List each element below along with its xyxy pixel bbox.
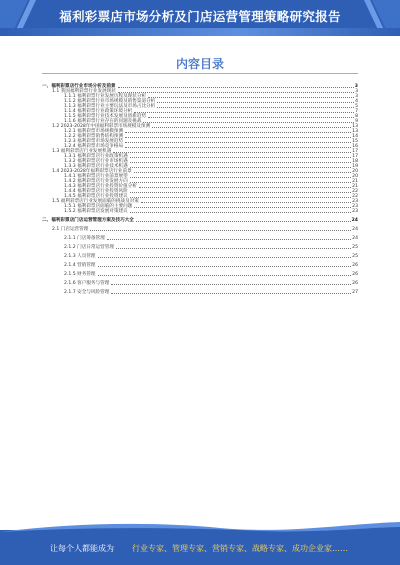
toc-entry-page: 22 [352, 194, 358, 199]
toc-entry[interactable] [42, 272, 358, 277]
toc-dot-leader [143, 122, 354, 123]
toc-entry-label: 1.4.3 福利彩票店行业投资价值分析 [64, 184, 137, 189]
toc-entry-label: 1.1.6 福利彩票行业存在的问题及挑战 [64, 119, 142, 124]
toc-dot-leader [148, 117, 354, 118]
toc-entry[interactable] [42, 290, 358, 295]
toc-dot-leader [107, 239, 351, 240]
footer-slogan: 让每个人都能成为 [50, 544, 114, 553]
toc-entry-page: 3 [355, 94, 358, 99]
toc-entry[interactable] [42, 254, 358, 259]
toc-entry-label: 2.1.7 安全与风险管理 [64, 290, 110, 295]
toc-entry-label: 1.2 2023-2028年中国福利彩票市场规模及预测 [52, 124, 151, 129]
toc-entry-page: 15 [352, 139, 358, 144]
toc-entry-page: 3 [355, 89, 358, 94]
toc-entry-page: 23 [352, 209, 358, 214]
toc-entry-label: 1.3.2 福利彩票店行业市场机遇 [64, 159, 128, 164]
toc-entry-page: 4 [355, 99, 358, 104]
toc-dot-leader [141, 202, 351, 203]
toc-entry[interactable] [42, 209, 358, 214]
toc-dot-leader [130, 182, 351, 183]
toc-entry-page: 17 [352, 149, 358, 154]
toc-dot-leader [130, 157, 351, 158]
toc-dot-leader [130, 177, 351, 178]
toc-entry-label: 2.1.6 客户服务与管理 [64, 281, 110, 286]
toc-dot-leader [134, 172, 351, 173]
toc-dot-leader [125, 132, 351, 133]
toc-dot-leader [152, 127, 351, 128]
toc-entry-page: 7 [355, 109, 358, 114]
toc-entry-label: 2.1 门店运营管理 [52, 227, 89, 232]
toc-entry-label: 1.4 2023-2028年福利彩票店行业前景 [52, 169, 132, 174]
toc-entry-page: 22 [352, 189, 358, 194]
toc-entry[interactable] [42, 227, 358, 232]
toc-entry-page: 20 [352, 174, 358, 179]
toc-entry-page: 5 [355, 104, 358, 109]
toc-entry-label: 1.3 福利彩票店行业发展机遇 [52, 149, 112, 154]
toc-entry-label: 1.5.1 福利彩票店面临的主要问题 [64, 204, 133, 209]
toc-entry-page: 26 [352, 272, 358, 277]
toc-dot-leader [111, 293, 351, 294]
toc-dot-leader [157, 102, 354, 103]
toc-entry-label: 1.1.5 福利彩票行业技术发展及创新趋势 [64, 114, 147, 119]
toc-dot-leader [98, 266, 352, 267]
toc-entry-page: 27 [352, 290, 358, 295]
toc-entry-label: 1.4.5 福利彩票店行业投资建议 [64, 194, 128, 199]
toc-entry-page: 23 [352, 204, 358, 209]
toc-entry-label: 1.2.3 福利彩票市场发展趋势 [64, 139, 124, 144]
toc-entry-page: 9 [355, 119, 358, 124]
toc-entry-label: 1.3.1 福利彩票店行业政策机遇 [64, 154, 128, 159]
toc-dot-leader [125, 147, 351, 148]
header-banner [0, 0, 400, 36]
toc-entry-label: 1.2.2 福利彩票销售结构预测 [64, 134, 124, 139]
toc-dot-leader [130, 197, 351, 198]
toc-dot-leader [125, 142, 351, 143]
toc-entry-page: 24 [352, 227, 358, 232]
toc-dot-leader [118, 92, 354, 93]
toc-entry-label: 1.4.4 福利彩票店行业投资风险 [64, 189, 128, 194]
toc-entry-page: 25 [352, 245, 358, 250]
toc-entry-page: 25 [352, 254, 358, 259]
toc-entry-label: 1.4.1 福利彩票店行业前景展望 [64, 174, 128, 179]
toc-entry-page: 14 [352, 134, 358, 139]
toc-dot-leader [157, 107, 354, 108]
toc-entry-page: 20 [352, 169, 358, 174]
toc-heading: 内容目录 [175, 57, 224, 71]
report-title: 福利彩票店市场分析及门店运营管理策略研究报告 [59, 9, 341, 24]
toc-dot-leader [130, 212, 351, 213]
toc-dot-leader [113, 152, 351, 153]
toc-entry[interactable] [42, 245, 358, 250]
toc-dot-leader [116, 248, 351, 249]
toc-dot-leader [118, 87, 354, 88]
toc-entry-page: 24 [351, 218, 358, 223]
toc-divider [42, 73, 358, 74]
toc-entry-label: 1.1 我国福利彩票行业发展现状 [52, 89, 116, 94]
toc-entry-page: 18 [352, 159, 358, 164]
toc-entry-label: 1.1.2 福利彩票行业市场规模及销售渠道分析 [64, 99, 156, 104]
toc-entry-page: 21 [352, 179, 358, 184]
toc-entry[interactable] [42, 263, 358, 268]
toc-entry-label: 2.1.5 财务管理 [64, 272, 96, 277]
toc-entry-label: 1.2.4 福利彩票市场竞争格局 [64, 144, 124, 149]
toc-entry-page: 21 [352, 184, 358, 189]
toc-entry-page: 8 [355, 114, 358, 119]
toc-dot-leader [98, 257, 352, 258]
toc-entry-label: 1.4.2 福利彩票店行业发展方向 [64, 179, 128, 184]
toc-dot-leader [125, 137, 351, 138]
toc-entry-page: 17 [352, 154, 358, 159]
toc-dot-leader [98, 275, 352, 276]
footer-banner [0, 530, 400, 565]
toc-entry-page: 13 [352, 124, 358, 129]
toc-dot-leader [148, 97, 354, 98]
toc-dot-leader [130, 167, 351, 168]
header-stripe [0, 28, 400, 36]
toc-entry-page: 26 [352, 263, 358, 268]
toc-entry-label: 二、福利彩票店门店运营管理方案及技巧大全 [42, 218, 134, 223]
toc-entry-label: 1.1.4 福利彩票行业政策环境分析 [64, 109, 133, 114]
toc-entry-label: 1.1.3 福利彩票行业主要玩法及市场占比分析 [64, 104, 156, 109]
toc-entry-label: 1.1.1 福利彩票行业发展历程及现状分析 [64, 94, 147, 99]
toc-entry-page: 19 [352, 164, 358, 169]
toc-entry-label: 2.1.1 门店筹备管理 [64, 236, 105, 241]
toc-entry-label: 一、福利彩票店行业市场分析及前景 [42, 84, 116, 89]
toc-entry-page: 13 [352, 129, 358, 134]
toc-entry-label: 1.2.1 福利彩票市场规模预测 [64, 129, 124, 134]
toc-dot-leader [130, 192, 351, 193]
toc-entry-label: 1.5.2 福利彩票店发展对策建议 [64, 209, 128, 214]
toc-entry-page: 16 [352, 144, 358, 149]
footer-wave-decoration [0, 520, 400, 532]
toc-entry-label: 2.1.2 门店日常运营管理 [64, 245, 114, 250]
footer-roles: 行业专家、管理专家、营销专家、战略专家、成功企业家…… [132, 544, 348, 553]
table-of-contents [42, 84, 358, 295]
toc-dot-leader [130, 162, 351, 163]
toc-dot-leader [111, 284, 351, 285]
toc-dot-leader [90, 230, 351, 231]
toc-entry-label: 2.1.3 人员管理 [64, 254, 96, 259]
toc-entry-page: 3 [354, 84, 358, 89]
toc-entry[interactable] [42, 236, 358, 241]
toc-entry-label: 1.5 福利彩票店行业发展面临的挑战及对策 [52, 199, 139, 204]
toc-entry-label: 2.1.4 营销管理 [64, 263, 96, 268]
toc-entry[interactable] [42, 218, 358, 223]
toc-dot-leader [134, 112, 354, 113]
toc-entry-page: 23 [352, 199, 358, 204]
toc-entry-page: 24 [352, 236, 358, 241]
toc-dot-leader [139, 187, 351, 188]
toc-entry-label: 1.3.3 福利彩票店行业技术机遇 [64, 164, 128, 169]
toc-dot-leader [134, 207, 351, 208]
toc-dot-leader [136, 221, 351, 222]
toc-entry-page: 26 [352, 281, 358, 286]
toc-entry[interactable] [42, 281, 358, 286]
